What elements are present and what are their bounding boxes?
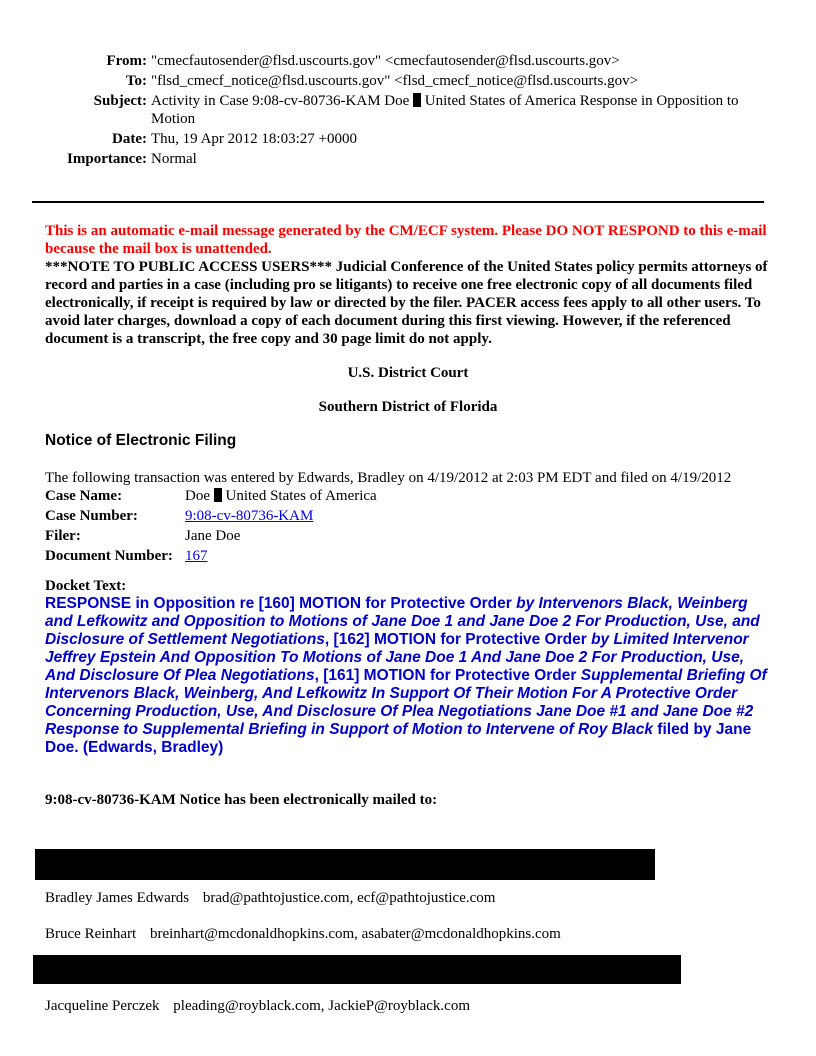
date-label: Date: [112, 131, 147, 147]
case-number-label: Case Number: [45, 508, 138, 524]
recipient-emails: brad@pathtojustice.com, ecf@pathtojustice.com [202, 890, 496, 906]
filer-value: Jane Doe [185, 528, 241, 544]
date-value: Thu, 19 Apr 2012 18:03:27 +0000 [151, 131, 357, 147]
case-name-end: United States of America [221, 488, 377, 504]
recipient-name: Jacqueline Perczek [45, 998, 160, 1014]
subject-value [151, 92, 780, 128]
public-access-note: ***NOTE TO PUBLIC ACCESS USERS*** Judicial Conference of the United States policy permits attorneys of record and parties in a case (including pro se litigants) to receive one free electronic copy of all documents filed electronically, if receipt is required by law or directed by the filer. PACER access fees apply to all other users. To avoid later charges, download a copy of each document during this first viewing. However, if the referenced document is a transcript, the free copy and 30 page limit do not apply. [45, 259, 768, 347]
district-name: Southern District of Florida [318, 399, 498, 415]
document-number-row [45, 547, 379, 567]
from-label: From: [106, 53, 147, 69]
recipient-row [45, 925, 561, 943]
importance-label: Importance: [67, 151, 147, 167]
docket-italic-1: by Intervenors Black, Weinberg and Lefkowitz and Opposition to Motions of Jane Doe 1 and Jane Doe 2 For Production, Use, and Disclosure of Settlement Negotiations [45, 595, 760, 648]
importance-row [40, 150, 780, 168]
to-value: "flsd_cmecf_notice@flsd.uscourts.gov" <flsd_cmecf_notice@flsd.uscourts.gov> [151, 73, 639, 89]
document-number-link[interactable]: 167 [185, 548, 208, 564]
subject-row [40, 92, 780, 128]
redacted-recipient-bar [35, 849, 655, 880]
to-row [40, 72, 780, 90]
from-value: "cmecfautosender@flsd.uscourts.gov" <cmecfautosender@flsd.uscourts.gov> [151, 53, 620, 69]
docket-italic-3: Supplemental Briefing Of Intervenors Black, Weinberg, And Lefkowitz In Support Of Their Motion For A Protective Order Concerning Production, Use, And Disclosure Of Plea Negotiations Jane Doe #1 and Jane Doe #2 Response to Supplemental Briefing in Support of Motion to Intervene of Roy Black [45, 667, 767, 738]
recipient-name: Bradley James Edwards [45, 890, 190, 906]
docket-part-1: RESPONSE in Opposition re [160] MOTION for Protective Order [45, 595, 517, 612]
redaction-mark [214, 488, 222, 502]
email-header [40, 52, 780, 170]
to-label: To: [125, 73, 147, 89]
case-name-start: Doe [185, 488, 210, 504]
recipient-row [45, 997, 470, 1015]
docket-part-2: , [162] MOTION for Protective Order [324, 631, 592, 648]
subject-text-end: United States of America Response in Opposition to Motion [151, 93, 739, 127]
importance-value: Normal [151, 151, 197, 167]
case-name-row [45, 487, 379, 507]
redaction-mark [413, 93, 421, 107]
case-name-value [185, 487, 379, 507]
recipient-name: Bruce Reinhart [45, 926, 137, 942]
nef-title: Notice of Electronic Filing [45, 432, 237, 449]
recipient-row [45, 889, 495, 907]
docket-part-3: , [161] MOTION for Protective Order [314, 667, 581, 684]
case-number-row [45, 507, 379, 527]
docket-italic-2: by Limited Intervenor Jeffrey Epstein And Opposition To Motions of Jane Doe 1 And Jane Doe 2 For Production, Use, And Disclosure Of Plea Negotiations [45, 631, 749, 684]
docket-part-4: filed by Jane Doe. (Edwards, Bradley) [45, 721, 752, 756]
case-info-table [45, 487, 379, 567]
transaction-text: The following transaction was entered by Edwards, Bradley on 4/19/2012 at 2:03 PM EDT and filed on 4/19/2012 [45, 470, 732, 486]
docket-text-label: Docket Text: [45, 578, 127, 594]
redacted-recipient-bar [33, 955, 681, 984]
message-body [45, 222, 771, 809]
from-row [40, 52, 780, 70]
court-name: U.S. District Court [347, 365, 469, 381]
document-number-label: Document Number: [45, 548, 173, 564]
recipient-emails: pleading@royblack.com, JackieP@royblack.com [173, 998, 470, 1014]
recipient-emails: breinhart@mcdonaldhopkins.com, asabater@mcdonaldhopkins.com [149, 926, 561, 942]
subject-text-start: Activity in Case 9:08-cv-80736-KAM Doe [151, 93, 410, 109]
header-divider [32, 201, 764, 203]
filer-row [45, 527, 379, 547]
subject-label: Subject: [93, 93, 147, 109]
case-name-label: Case Name: [45, 488, 123, 504]
docket-text [45, 595, 771, 757]
date-row [40, 130, 780, 148]
auto-email-warning: This is an automatic e-mail message generated by the CM/ECF system. Please DO NOT RESPOND to this e-mail because the mail box is unattended. [45, 223, 767, 257]
case-number-link[interactable]: 9:08-cv-80736-KAM [185, 508, 314, 524]
notice-heading: 9:08-cv-80736-KAM Notice has been electronically mailed to: [45, 792, 438, 808]
filer-label: Filer: [45, 528, 81, 544]
